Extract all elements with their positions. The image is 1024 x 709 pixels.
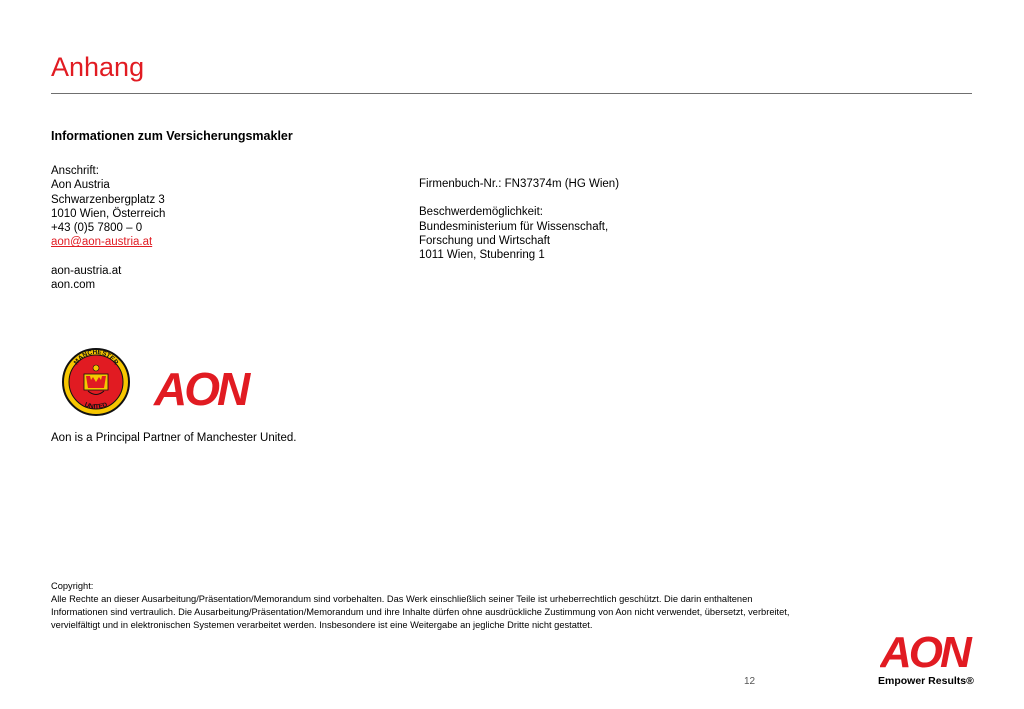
- partner-logos: [60, 346, 270, 420]
- title-divider: [51, 93, 972, 94]
- page-title: Anhang: [51, 52, 145, 82]
- copyright-line-3: vervielfältigt und in elektronischen Systemen verarbeitet werden. Insbesondere ist eine Weitergabe an jegliche Dritte nicht gestattet.: [51, 620, 593, 630]
- partner-statement: Aon is a Principal Partner of Manchester United.: [51, 432, 297, 444]
- brand-tagline: Empower Results®: [878, 675, 974, 687]
- aon-brand-footer: [878, 627, 974, 689]
- broker-address-block: [51, 164, 165, 292]
- aon-logo-text: AON: [880, 628, 969, 671]
- complaint-label: Beschwerdemöglichkeit:: [419, 206, 544, 219]
- phone-number: +43 (0)5 7800 – 0: [51, 222, 143, 235]
- copyright-label: Copyright:: [51, 581, 94, 591]
- website-austria: aon-austria.at: [51, 264, 122, 277]
- authority-line-1: Bundesministerium für Wissenschaft,: [419, 220, 609, 233]
- authority-address: 1011 Wien, Stubenring 1: [419, 249, 545, 262]
- copyright-line-1: Alle Rechte an dieser Ausarbeitung/Präsentation/Memorandum sind vorbehalten. Das Werk einschließlich seiner Teile ist urheberrechtlich geschützt. Die darin enthaltenen: [51, 594, 753, 604]
- company-name: Aon Austria: [51, 179, 110, 192]
- address-label: Anschrift:: [51, 165, 99, 177]
- manchester-united-crest-icon: [60, 346, 132, 418]
- authority-line-2: Forschung und Wirtschaft: [419, 234, 551, 247]
- email-link[interactable]: aon@aon-austria.at: [51, 236, 153, 249]
- crest-top-text: MANCHESTER: [72, 348, 120, 367]
- website-global: aon.com: [51, 279, 96, 292]
- crest-bottom-text: UNITED: [83, 401, 109, 411]
- page-number: 12: [744, 676, 756, 687]
- aon-partner-logo-icon: [152, 362, 264, 408]
- copyright-block: [51, 580, 901, 632]
- registry-block: [419, 177, 619, 262]
- copyright-line-2: Informationen sind vertraulich. Die Ausarbeitung/Präsentation/Memorandum und ihre Inhalte dürfen ohne ausdrückliche Zustimmung von Aon nicht verwendet, übersetzt, verbreitet,: [51, 607, 790, 617]
- aon-logo-icon: [880, 627, 974, 671]
- firmenbuch-number: Firmenbuch-Nr.: FN37374m (HG Wien): [419, 178, 620, 190]
- street-address: Schwarzenbergplatz 3: [51, 193, 165, 206]
- aon-partner-logo-text: AON: [154, 363, 248, 408]
- city-address: 1010 Wien, Österreich: [51, 207, 166, 220]
- broker-info-heading: Informationen zum Versicherungsmakler: [51, 129, 293, 143]
